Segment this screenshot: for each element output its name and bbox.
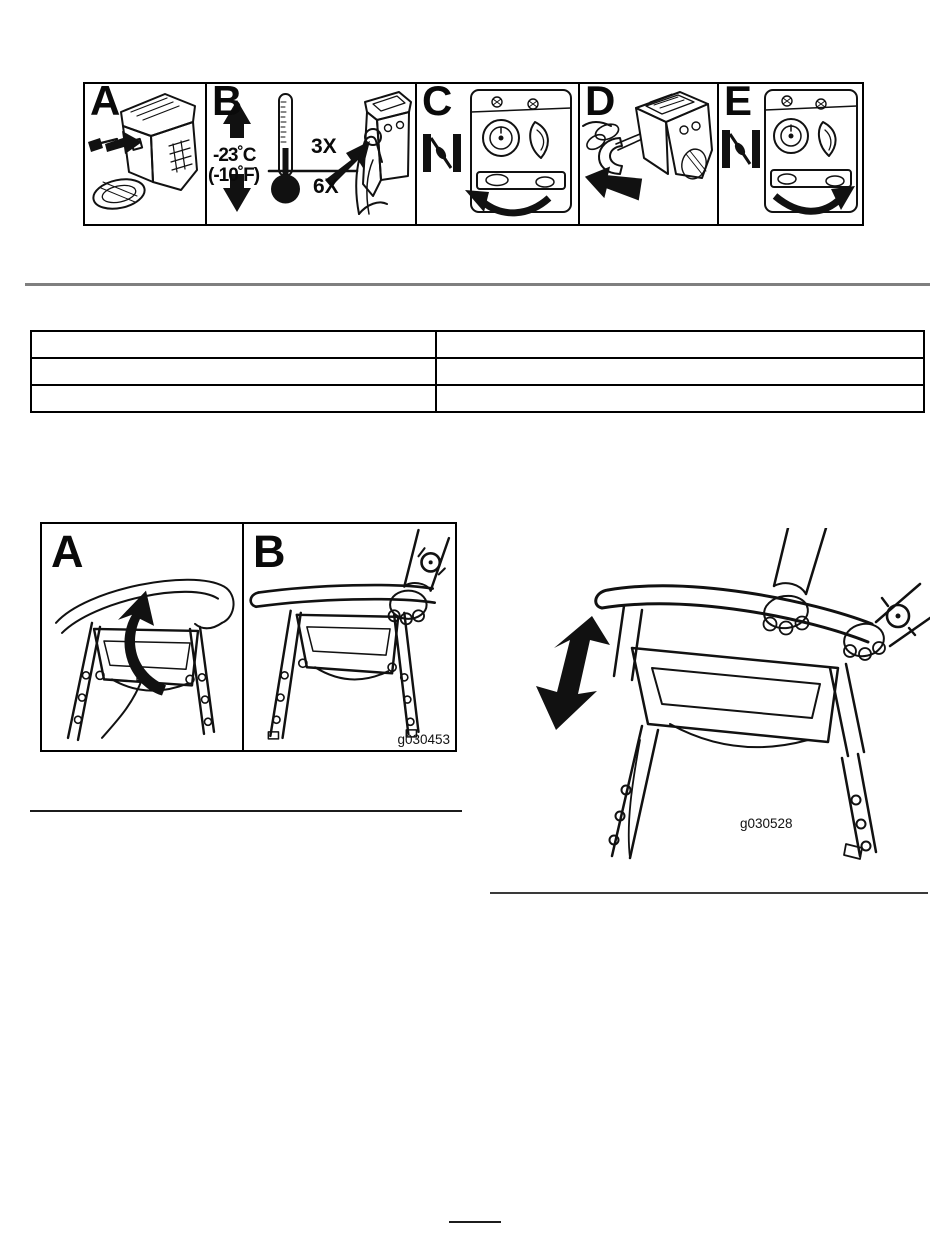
strip-panel-b [205, 77, 417, 226]
figure-id-label: g030453 [397, 732, 450, 747]
table-row [31, 358, 924, 385]
handle-adjust-figure [490, 528, 930, 862]
table-cell [31, 385, 436, 412]
table-cell [436, 385, 924, 412]
strip-panel-e [717, 77, 864, 226]
panel-a-label: A [90, 77, 119, 124]
panel-e-label: E [724, 77, 751, 124]
section-divider-rule [25, 283, 930, 286]
strip-panel-a [83, 77, 207, 226]
panel-d-label: D [585, 77, 614, 124]
table-cell [436, 358, 924, 385]
table-row [31, 331, 924, 358]
fold-figure-panel-b [244, 524, 455, 750]
table-cell [31, 358, 436, 385]
fold-figure-panel-a [42, 524, 244, 750]
temperature-fahrenheit: (-10˚F) [208, 165, 260, 186]
figure-id-label: g030528 [740, 816, 793, 831]
fold-panel-a-label: A [51, 526, 82, 577]
temperature-celsius: -23˚C [213, 145, 256, 166]
panel-c-label: C [422, 77, 451, 124]
primer-count-below: 6X [313, 175, 339, 198]
empty-spec-table [30, 330, 925, 413]
figure-underline-rule [490, 892, 928, 894]
strip-panel-d [578, 77, 719, 226]
engine-start-instruction-strip [83, 77, 864, 226]
handle-up-down-adjust-icon [490, 528, 930, 862]
figure-underline-rule [30, 810, 462, 812]
panel-b-label: B [212, 77, 241, 124]
handle-fold-figure [40, 522, 457, 752]
table-row [31, 385, 924, 412]
table-cell [436, 331, 924, 358]
table-cell [31, 331, 436, 358]
footer-note-rule [449, 1221, 501, 1223]
strip-panel-c [415, 77, 580, 226]
fold-panel-b-label: B [253, 526, 284, 577]
primer-count-above: 3X [311, 135, 337, 158]
